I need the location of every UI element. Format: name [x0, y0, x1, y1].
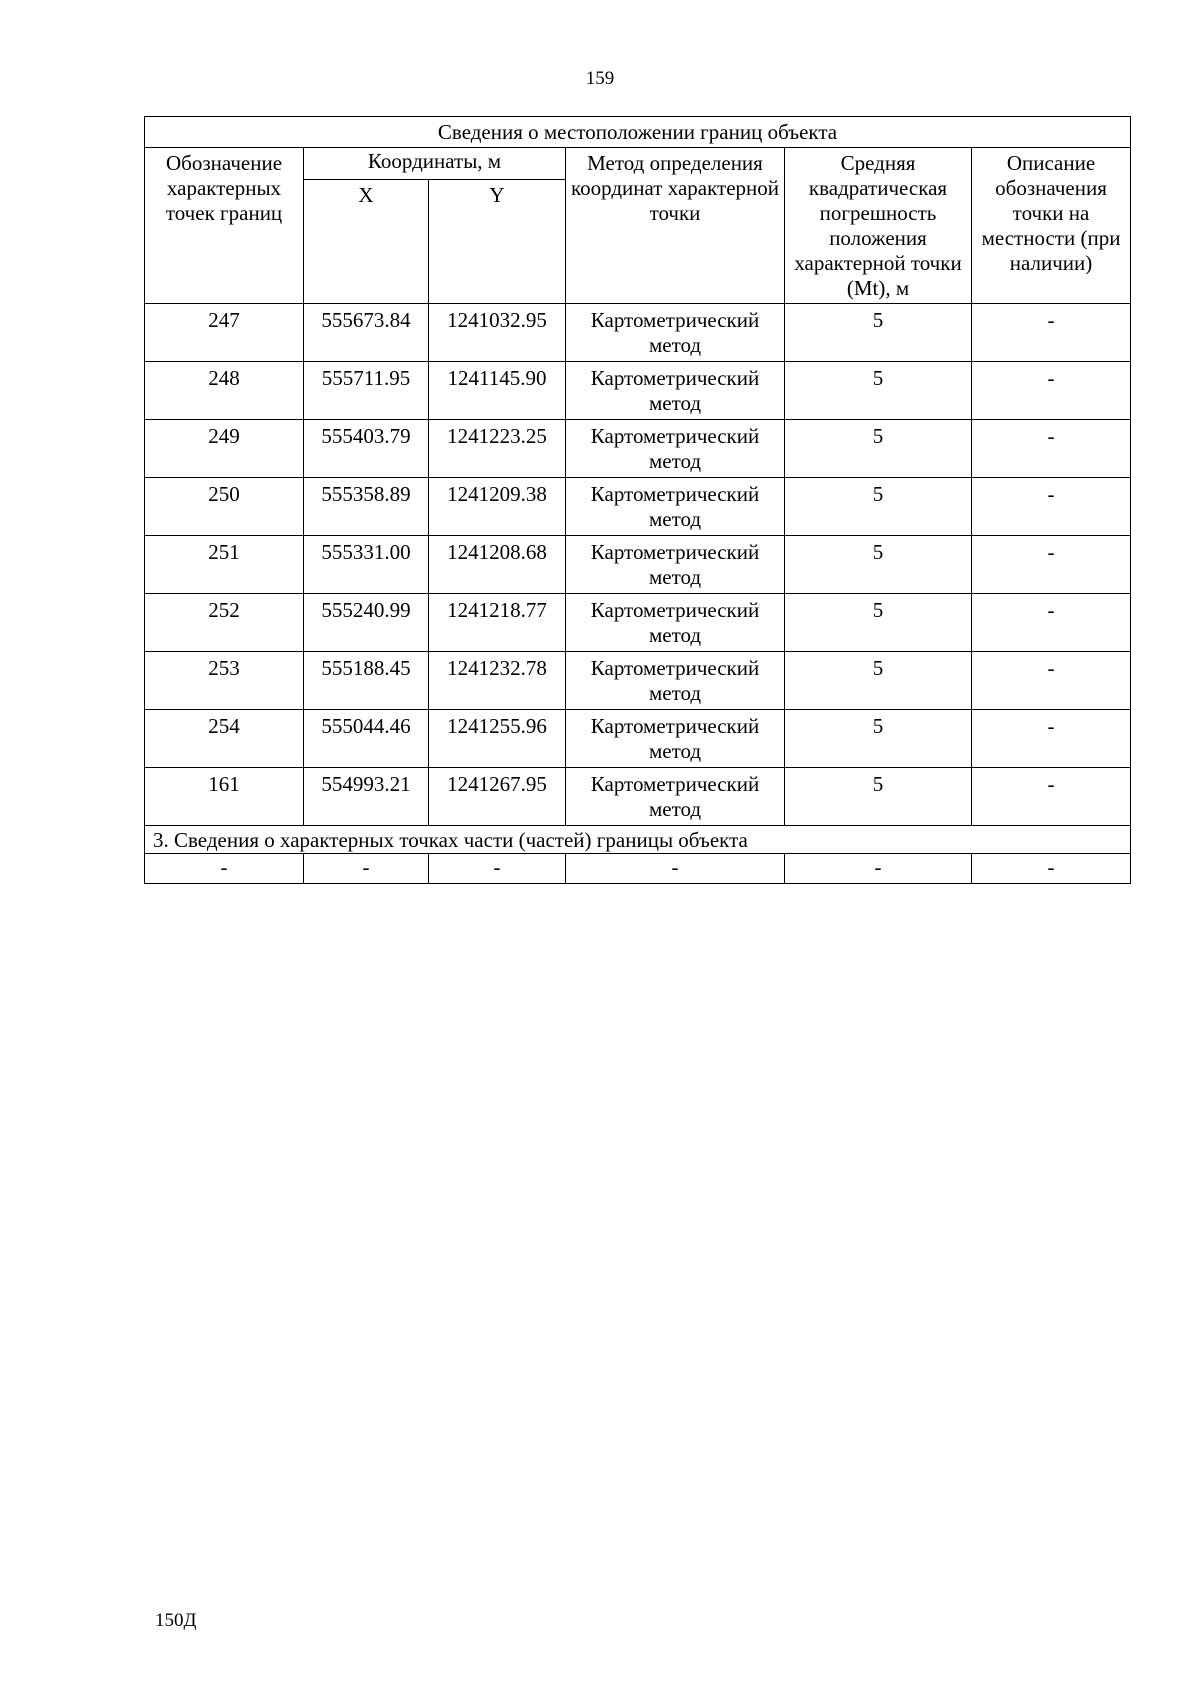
- table-row: [145, 594, 1131, 652]
- cell-accuracy: 5: [785, 362, 972, 420]
- cell-description: -: [972, 362, 1131, 420]
- cell-description: -: [972, 304, 1131, 362]
- footer-code: 150Д: [155, 1610, 197, 1631]
- table-row: [145, 536, 1131, 594]
- table-row: [145, 362, 1131, 420]
- cell-x: 555358.89: [304, 478, 429, 536]
- section3-title: 3. Сведения о характерных точках части (частей) границы объекта: [145, 826, 1131, 854]
- header-description: Описание обозначения точки на местности (при наличии): [972, 148, 1131, 304]
- cell-method: Картометрический метод: [566, 710, 785, 768]
- cell-description: -: [972, 768, 1131, 826]
- cell-accuracy: 5: [785, 768, 972, 826]
- cell-point: 254: [145, 710, 304, 768]
- cell-point: 247: [145, 304, 304, 362]
- cell-accuracy: 5: [785, 536, 972, 594]
- table-row: [145, 710, 1131, 768]
- cell-x: 555673.84: [304, 304, 429, 362]
- page-number: 159: [585, 68, 615, 89]
- cell-description: -: [972, 536, 1131, 594]
- cell-method: Картометрический метод: [566, 420, 785, 478]
- cell-y: 1241209.38: [429, 478, 566, 536]
- table-row: [145, 420, 1131, 478]
- cell-accuracy: 5: [785, 420, 972, 478]
- section3-title-row: [145, 826, 1131, 854]
- cell-y: 1241232.78: [429, 652, 566, 710]
- cell-point: 250: [145, 478, 304, 536]
- section3-cell: -: [145, 854, 304, 884]
- table-title: Сведения о местоположении границ объекта: [145, 117, 1131, 148]
- table-row: [145, 768, 1131, 826]
- cell-method: Картометрический метод: [566, 652, 785, 710]
- cell-description: -: [972, 478, 1131, 536]
- header-coords: Координаты, м: [304, 148, 566, 180]
- cell-method: Картометрический метод: [566, 594, 785, 652]
- cell-x: 554993.21: [304, 768, 429, 826]
- table-title-row: [145, 117, 1131, 148]
- header-row: [145, 148, 1131, 180]
- cell-method: Картометрический метод: [566, 536, 785, 594]
- cell-point: 252: [145, 594, 304, 652]
- header-y: Y: [429, 180, 566, 304]
- table-row: [145, 478, 1131, 536]
- section3-row: [145, 854, 1131, 884]
- cell-accuracy: 5: [785, 710, 972, 768]
- cell-method: Картометрический метод: [566, 304, 785, 362]
- boundary-points-table: [144, 116, 1131, 884]
- cell-y: 1241208.68: [429, 536, 566, 594]
- cell-description: -: [972, 710, 1131, 768]
- cell-y: 1241032.95: [429, 304, 566, 362]
- table-row: [145, 652, 1131, 710]
- section3-cell: -: [785, 854, 972, 884]
- section3-cell: -: [429, 854, 566, 884]
- cell-x: 555711.95: [304, 362, 429, 420]
- cell-point: 248: [145, 362, 304, 420]
- header-accuracy: Средняя квадратическая погрешность положения характерной точки (Mt), м: [785, 148, 972, 304]
- cell-description: -: [972, 594, 1131, 652]
- cell-method: Картометрический метод: [566, 478, 785, 536]
- header-x: X: [304, 180, 429, 304]
- cell-accuracy: 5: [785, 594, 972, 652]
- cell-x: 555403.79: [304, 420, 429, 478]
- section3-cell: -: [972, 854, 1131, 884]
- cell-description: -: [972, 652, 1131, 710]
- cell-x: 555188.45: [304, 652, 429, 710]
- cell-accuracy: 5: [785, 304, 972, 362]
- cell-x: 555240.99: [304, 594, 429, 652]
- cell-point: 161: [145, 768, 304, 826]
- cell-method: Картометрический метод: [566, 362, 785, 420]
- cell-description: -: [972, 420, 1131, 478]
- cell-y: 1241145.90: [429, 362, 566, 420]
- cell-point: 253: [145, 652, 304, 710]
- cell-method: Картометрический метод: [566, 768, 785, 826]
- header-method: Метод определения координат характерной точки: [566, 148, 785, 304]
- cell-y: 1241267.95: [429, 768, 566, 826]
- section3-cell: -: [304, 854, 429, 884]
- cell-x: 555044.46: [304, 710, 429, 768]
- cell-x: 555331.00: [304, 536, 429, 594]
- table-body: [145, 117, 1131, 884]
- section3-cell: -: [566, 854, 785, 884]
- header-point: Обозначение характерных точек границ: [145, 148, 304, 304]
- cell-point: 249: [145, 420, 304, 478]
- cell-accuracy: 5: [785, 652, 972, 710]
- cell-accuracy: 5: [785, 478, 972, 536]
- table-row: [145, 304, 1131, 362]
- cell-y: 1241223.25: [429, 420, 566, 478]
- cell-y: 1241218.77: [429, 594, 566, 652]
- cell-y: 1241255.96: [429, 710, 566, 768]
- cell-point: 251: [145, 536, 304, 594]
